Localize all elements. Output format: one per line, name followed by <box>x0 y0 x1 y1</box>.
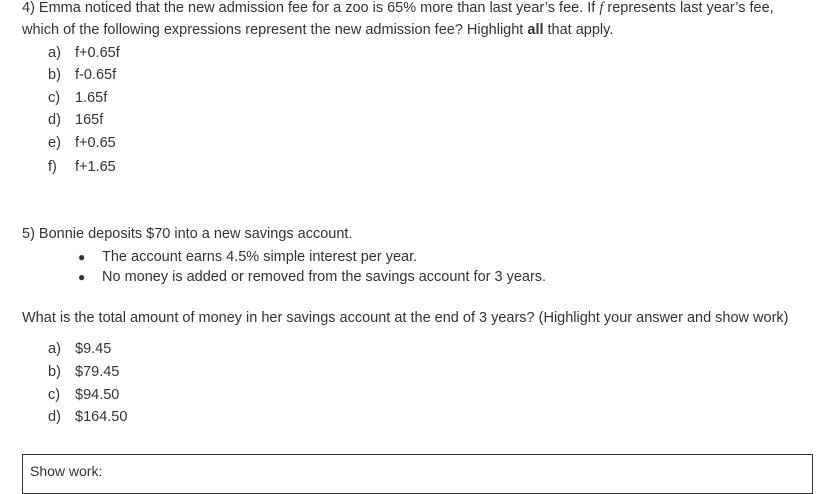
option-text: f+0.65f <box>75 45 120 61</box>
q4-stem-line-1 <box>22 0 774 17</box>
q4-stem-text: represents last year’s fee, <box>603 0 774 16</box>
q5-intro: 5) Bonnie deposits $70 into a new savings account. <box>22 226 353 242</box>
option-text: $94.50 <box>75 387 120 403</box>
show-work-label: Show work: <box>30 463 103 479</box>
option-letter: e) <box>48 135 61 151</box>
q4-stem-text: 4) Emma noticed that the new admission fee for a zoo is 65% more than last year’s fee. If <box>22 0 600 16</box>
bullet-icon: ● <box>78 270 86 284</box>
q5-option-d[interactable] <box>48 409 127 425</box>
option-text: f+1.65 <box>75 159 116 175</box>
show-work-box[interactable] <box>22 454 813 494</box>
q4-stem-text: which of the following expressions represent the new admission fee? Highlight <box>22 22 528 38</box>
option-text: f+0.65 <box>75 135 116 151</box>
bullet-text: The account earns 4.5% simple interest per year. <box>102 249 418 265</box>
q5-option-b[interactable] <box>48 364 119 380</box>
q4-variable-f: f <box>599 0 604 16</box>
option-text: 165f <box>75 112 104 128</box>
option-letter: b) <box>48 67 61 83</box>
q4-emphasis-all: all <box>527 22 544 38</box>
bullet-icon: ● <box>78 250 86 264</box>
q5-bullet-1 <box>78 249 417 265</box>
q4-option-e[interactable] <box>48 135 116 151</box>
option-letter: a) <box>48 45 61 61</box>
bullet-text: No money is added or removed from the savings account for 3 years. <box>102 269 547 285</box>
option-letter: b) <box>48 364 61 380</box>
option-letter: a) <box>48 341 61 357</box>
option-letter: c) <box>48 387 61 403</box>
q4-option-f[interactable] <box>48 159 116 175</box>
q5-option-a[interactable] <box>48 341 111 357</box>
q5-question: What is the total amount of money in her savings account at the end of 3 years? (Highlight your answer and show work) <box>22 310 789 326</box>
q4-stem-text: that apply. <box>543 22 614 38</box>
option-letter: c) <box>48 90 61 106</box>
q4-option-c[interactable] <box>48 90 107 106</box>
option-letter: f) <box>48 159 57 175</box>
q4-option-a[interactable] <box>48 45 120 61</box>
option-letter: d) <box>48 112 61 128</box>
option-letter: d) <box>48 409 61 425</box>
q4-option-d[interactable] <box>48 112 103 128</box>
option-text: f-0.65f <box>75 67 117 83</box>
q4-option-b[interactable] <box>48 67 116 83</box>
option-text: $79.45 <box>75 364 120 380</box>
q5-option-c[interactable] <box>48 387 119 403</box>
option-text: $9.45 <box>75 341 112 357</box>
option-text: $164.50 <box>75 409 128 425</box>
q4-stem-line-2 <box>22 22 613 38</box>
q5-bullet-2 <box>78 269 546 285</box>
option-text: 1.65f <box>75 90 108 106</box>
